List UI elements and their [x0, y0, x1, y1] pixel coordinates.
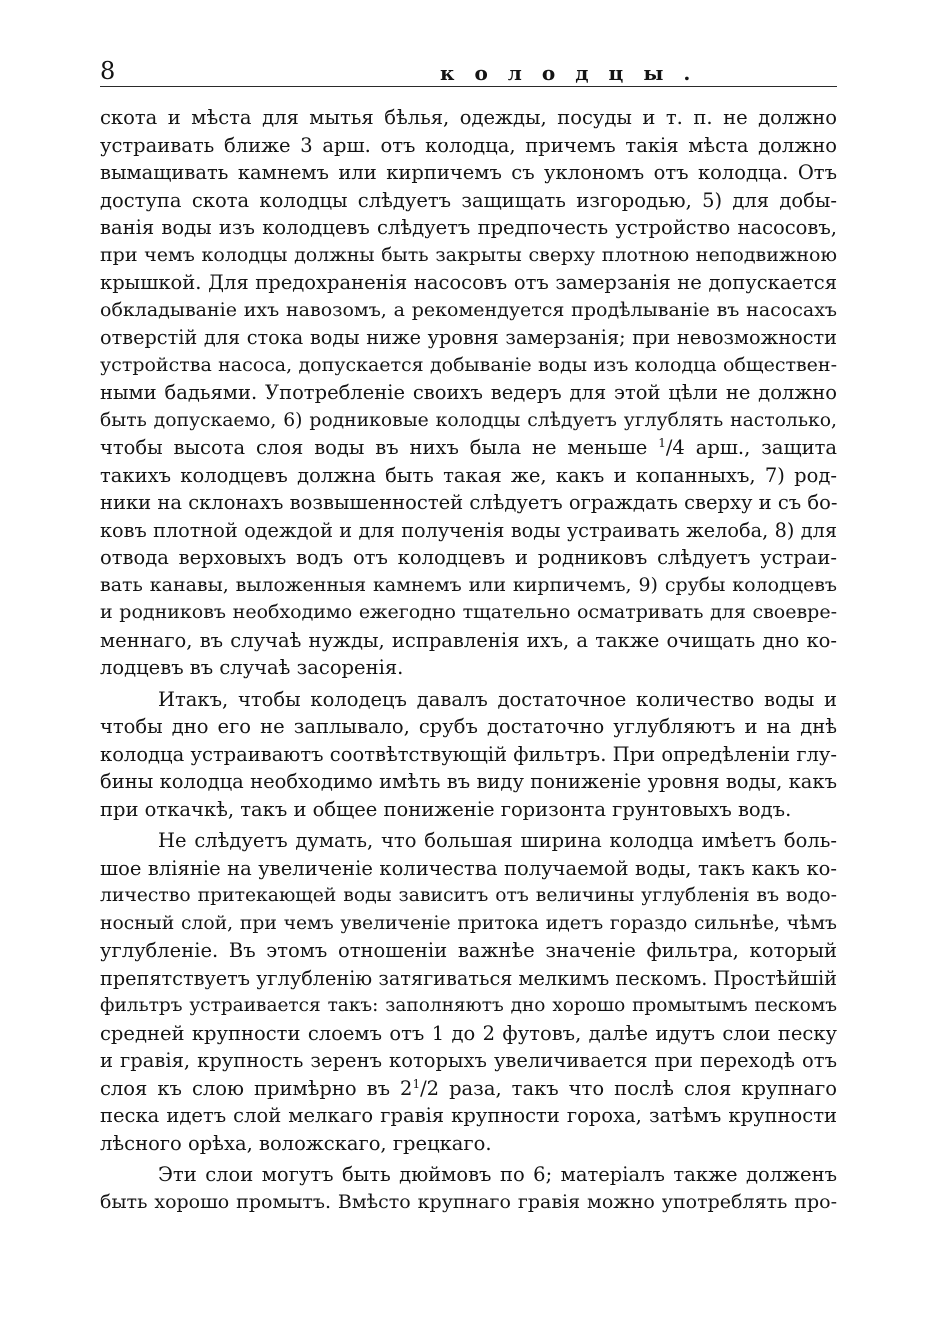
text-line: устройства насоса, допускается добываніе воды изъ колодца обществен- — [100, 353, 837, 376]
paragraph-2 — [100, 686, 837, 824]
text-line: скота и мѣста для мытья бѣлья, одежды, посуды и т. п. не должно — [100, 106, 837, 129]
text-span: арш., защита — [684, 436, 837, 459]
text-line-with-fraction — [100, 1075, 837, 1103]
text-line: вымащивать камнемъ или кирпичемъ съ уклономъ отъ колодца. Отъ — [100, 161, 837, 184]
text-line: доступа скота колодцы слѣдуетъ защищать изгородью, 5) для добы- — [100, 188, 837, 212]
text-line-with-fraction — [100, 434, 837, 462]
text-line: и родниковъ необходимо ежегодно тщательно осматривать для своевре- — [100, 601, 837, 623]
text-line: Не слѣдуетъ думать, что большая ширина колодца имѣетъ боль- — [158, 829, 837, 852]
body-text — [100, 104, 837, 1216]
text-line: при откачкѣ, такъ и общее пониженіе горизонта грунтовыхъ водъ. — [100, 797, 792, 821]
text-line: ники на склонахъ возвышенностей слѣдуетъ ограждать сверху и съ бо- — [100, 491, 838, 514]
text-line: такихъ колодцевъ должна быть такая же, какъ и копанныхъ, 7) род- — [100, 463, 837, 487]
text-line: лѣсного орѣха, воложскаго, грецкаго. — [100, 1131, 492, 1155]
text-line: средней крупности слоемъ отъ 1 до 2 футовъ, далѣе идутъ слои песку — [100, 1021, 837, 1045]
text-line: быть хорошо промытъ. Вмѣсто крупнаго гравія можно употреблять про- — [100, 1190, 837, 1213]
fraction-denominator: /2 — [420, 1076, 440, 1100]
text-line: чтобы дно его не заплывало, срубъ достаточно углубляютъ и на днѣ — [100, 715, 837, 738]
text-line: обкладываніе ихъ навозомъ, а рекомендуется продѣлываніе въ насосахъ — [100, 298, 837, 321]
text-line: при чемъ колодцы должны быть закрыты сверху плотною неподвижною — [100, 243, 837, 266]
text-line: меннаго, въ случаѣ нужды, исправленія ихъ, а также очищать дно ко- — [100, 628, 837, 652]
fraction-numerator: 1 — [412, 1076, 421, 1091]
text-line: фильтръ устраивается такъ: заполняютъ дно хорошо промытымъ пескомъ — [100, 995, 837, 1016]
fraction-denominator: /4 — [665, 436, 685, 459]
text-line: и гравія, крупность зеренъ которыхъ увеличивается при переходѣ отъ — [100, 1049, 837, 1072]
fraction-numerator: 1 — [658, 436, 666, 450]
text-line: шое вліяніе на увеличеніе количества получаемой воды, такъ какъ ко- — [100, 856, 837, 880]
text-line: устраивать ближе 3 арш. отъ колодца, причемъ такія мѣста должно — [100, 133, 837, 157]
text-line: песка идетъ слой мелкаго гравія крупности гороха, затѣмъ крупности — [100, 1104, 837, 1127]
text-span: раза, такъ что послѣ слоя крупнаго — [439, 1076, 837, 1100]
text-line: вать канавы, выложенныя камнемъ или кирпичемъ, 9) срубы колодцевъ — [100, 573, 837, 596]
text-line: отвода верховыхъ водъ отъ колодцевъ и родниковъ слѣдуетъ устраи- — [100, 546, 837, 569]
text-span: чтобы высота слоя воды въ нихъ была не меньше — [100, 436, 659, 459]
text-line: ными бадьями. Употребленіе своихъ ведеръ для этой цѣли не должно — [100, 381, 837, 404]
text-line: бины колодца необходимо имѣть въ виду пониженіе уровня воды, какъ — [100, 770, 837, 793]
text-line: Эти слои могутъ быть дюймовъ по 6; матеріалъ также долженъ — [158, 1163, 837, 1186]
text-line: препятствуетъ углубленію затягиваться мелкимъ пескомъ. Простѣйшій — [100, 966, 837, 990]
paragraph-4 — [100, 1161, 837, 1216]
text-line: быть допускаемо, 6) родниковые колодцы слѣдуетъ углублять настолько, — [100, 409, 837, 431]
paragraph-1 — [100, 104, 837, 682]
text-line: ковъ плотной одеждой и для полученія воды устраивать желоба, 8) для — [100, 518, 837, 542]
paragraph-3 — [100, 827, 837, 1157]
text-line: углубленіе. Въ этомъ отношеніи важнѣе значеніе фильтра, который — [100, 939, 837, 962]
text-span: слоя къ слою примѣрно въ 2 — [100, 1076, 413, 1100]
text-line: личество притекающей воды зависитъ отъ величины углубленія въ водо- — [100, 885, 837, 906]
text-line: носный слой, при чемъ увеличеніе притока идетъ гораздо сильнѣе, чѣмъ — [100, 912, 837, 934]
page-header — [100, 56, 837, 87]
text-line: Итакъ, чтобы колодецъ давалъ достаточное количество воды и — [158, 687, 837, 711]
text-line: колодца устраиваютъ соотвѣтствующій фильтръ. При опредѣленіи глу- — [100, 742, 837, 766]
text-line: крышкой. Для предохраненія насосовъ отъ замерзанія не допускается — [100, 271, 837, 294]
running-title: колодцы. — [440, 61, 711, 85]
text-line: отверстій для стока воды ниже уровня замерзанія; при невозможности — [100, 326, 837, 349]
text-line: ванія воды изъ колодцевъ слѣдуетъ предпочесть устройство насосовъ, — [100, 216, 837, 239]
page-number: 8 — [100, 57, 116, 85]
text-line: лодцевъ въ случаѣ засоренія. — [100, 656, 404, 679]
